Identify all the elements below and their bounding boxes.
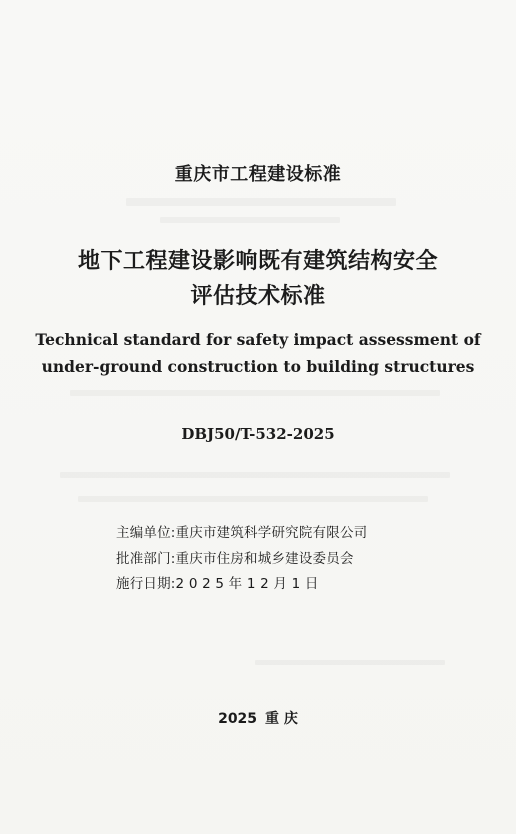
publication-place: 重 庆 bbox=[265, 711, 298, 727]
effective-date: 施行日期:2 0 2 5 年 1 2 月 1 日 bbox=[116, 576, 319, 592]
series-title: 重庆市工程建设标准 bbox=[174, 164, 342, 185]
show-through-mark bbox=[78, 496, 428, 502]
publication-footer bbox=[0, 708, 516, 728]
show-through-mark bbox=[160, 217, 340, 223]
show-through-mark bbox=[70, 390, 440, 396]
editor-unit: 主编单位:重庆市建筑科学研究院有限公司 bbox=[116, 525, 368, 541]
show-through-mark bbox=[255, 660, 445, 665]
publication-year: 2025 bbox=[218, 711, 258, 727]
approval-department: 批准部门:重庆市住房和城乡建设委员会 bbox=[116, 551, 354, 567]
title-zh-line2: 评估技术标准 bbox=[190, 284, 326, 309]
title-en-line1: Technical standard for safety impact assessment of bbox=[35, 330, 481, 349]
show-through-mark bbox=[126, 198, 396, 206]
title-en-line2: under-ground construction to building structures bbox=[41, 357, 475, 376]
show-through-mark bbox=[60, 472, 450, 478]
title-zh-line1: 地下工程建设影响既有建筑结构安全 bbox=[77, 249, 438, 274]
standard-code: DBJ50/T-532-2025 bbox=[181, 425, 335, 443]
